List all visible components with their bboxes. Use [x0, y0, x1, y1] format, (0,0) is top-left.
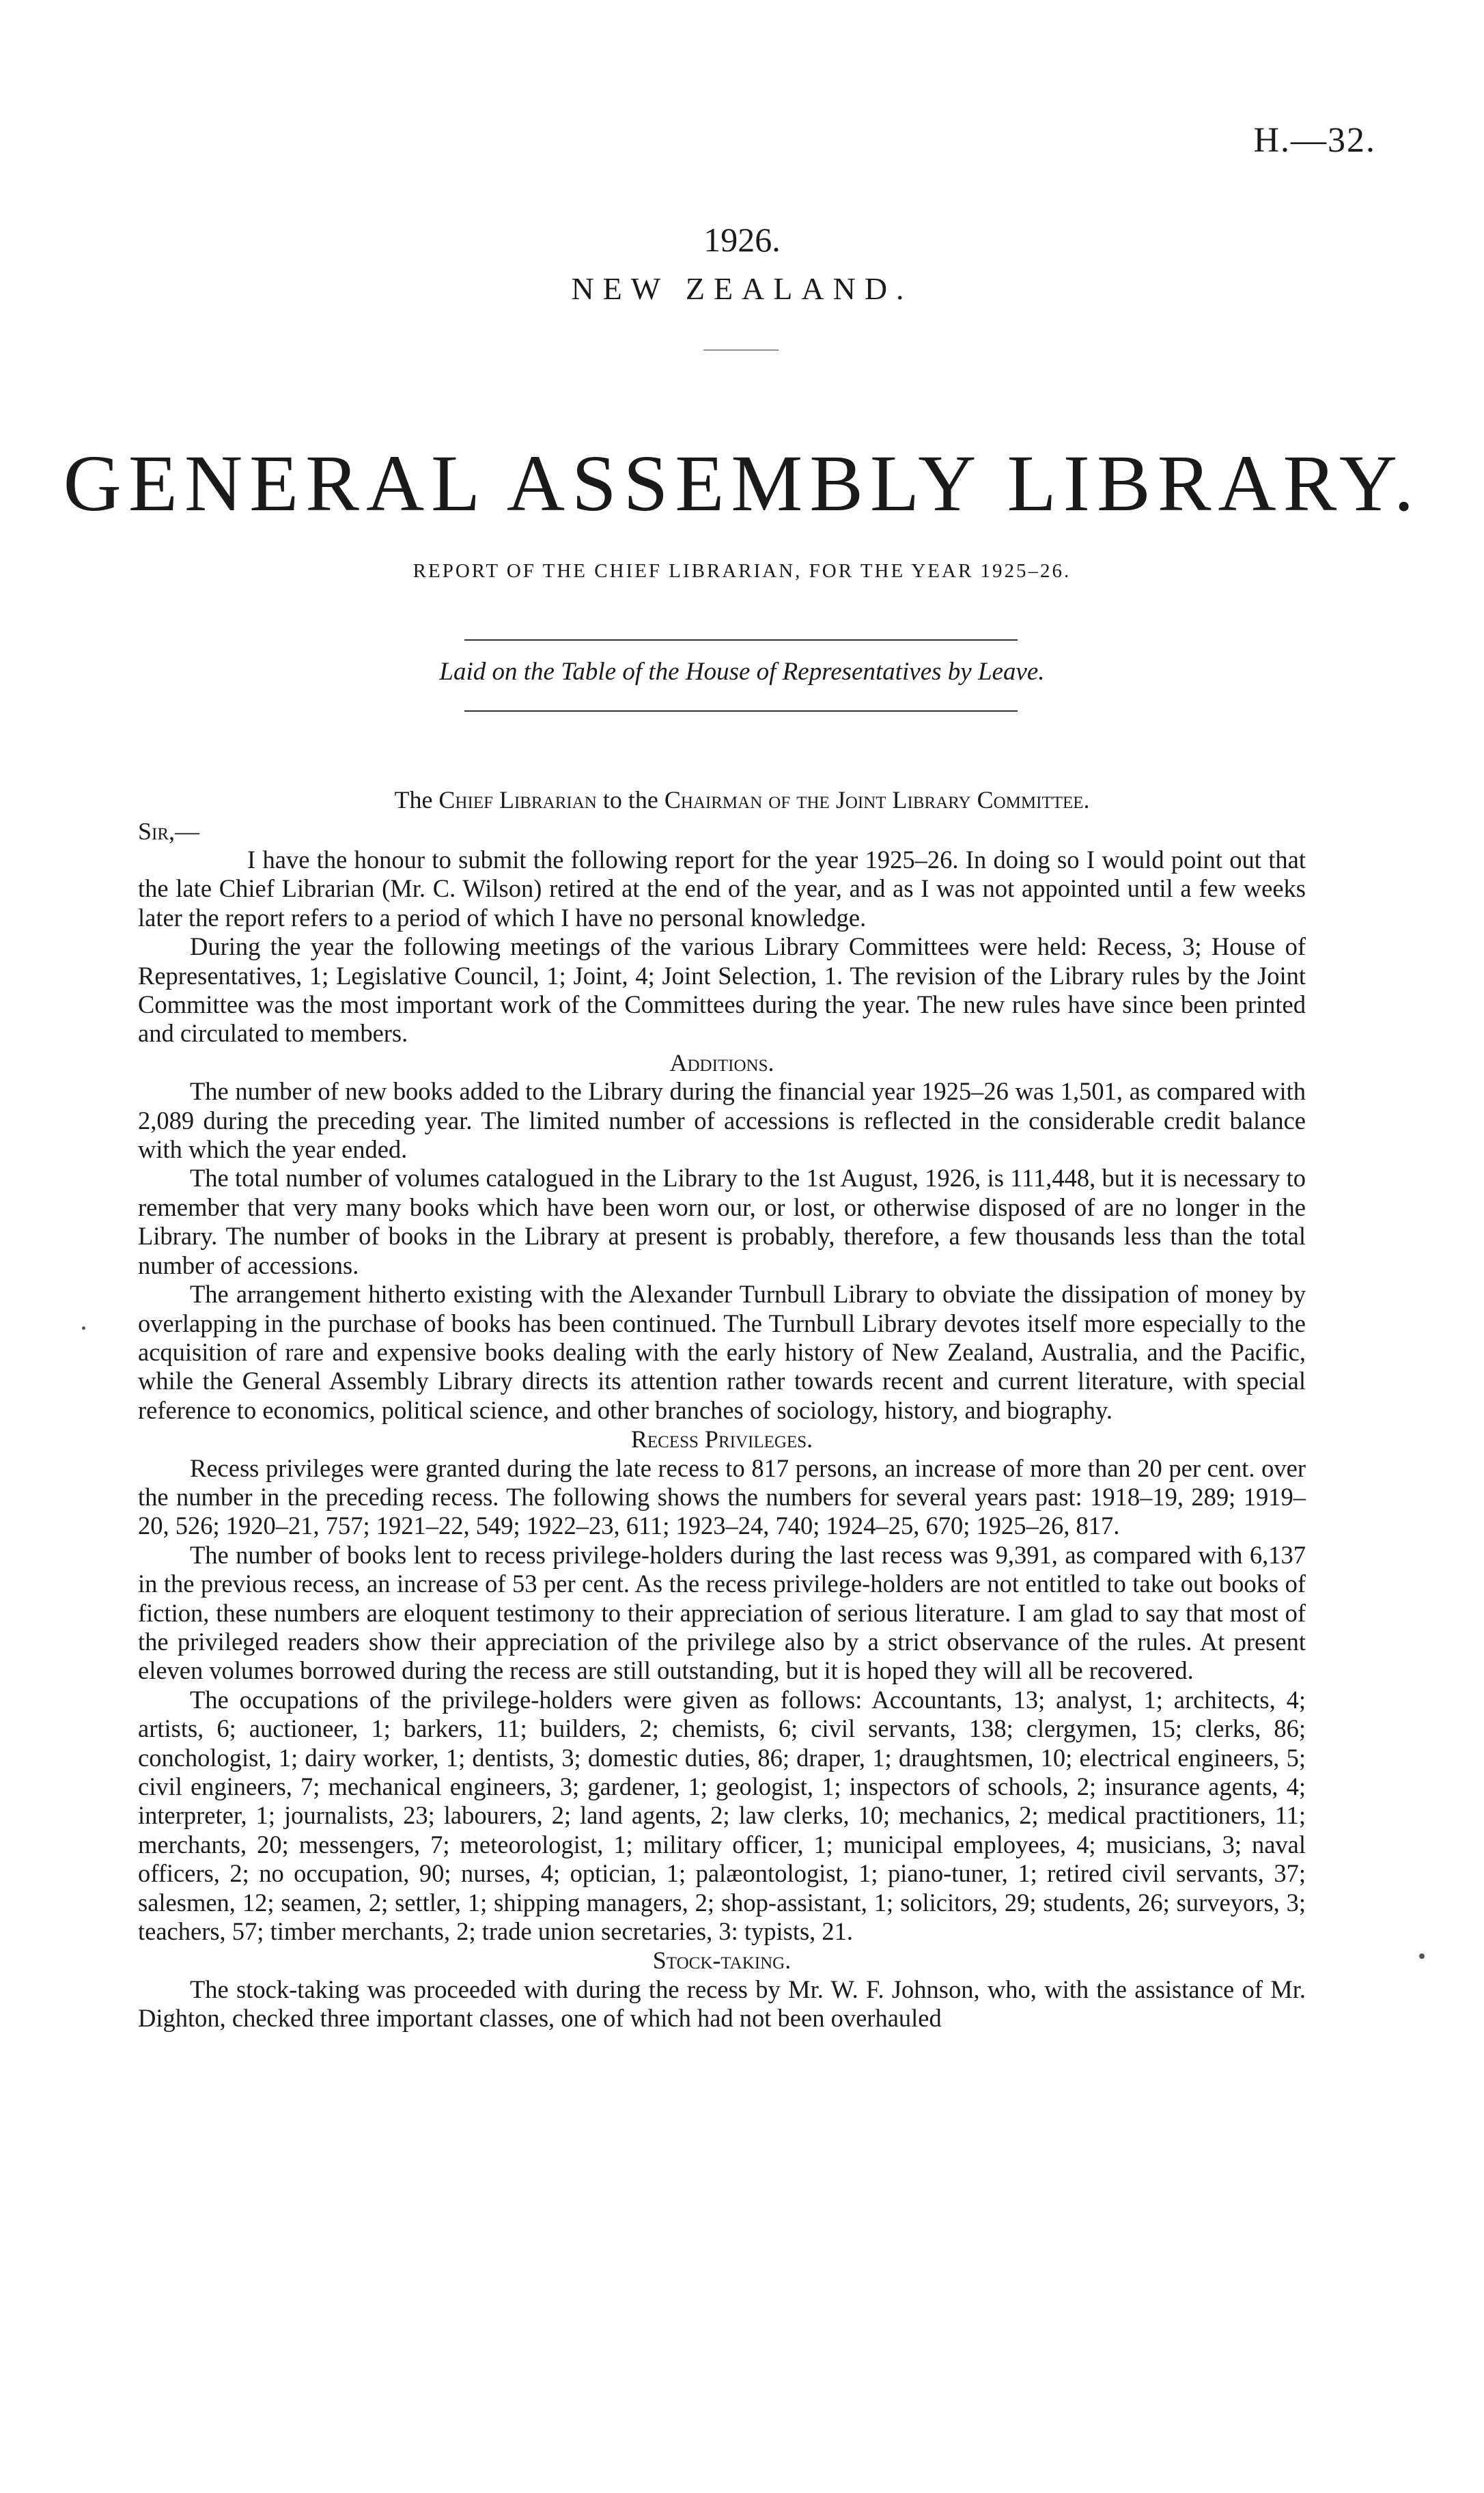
address-end: . — [1083, 786, 1090, 813]
paragraph-recess-2: The number of books lent to recess privilege-holders during the last recess was 9,391, as compared with 6,137 in the previous recess, an increase of 53 per cent. As the recess privilege-holders are not entitled to take out books of fiction, these numbers are eloquent testimony to their appreciation of serious literature. I am glad to say that most of the privileged readers show their appreciation of the privilege also by a strict observance of the rules. At present eleven volumes borrowed during the recess are still outstanding, but it is hoped they will all be recovered. — [138, 1540, 1306, 1685]
paragraph-recess-1: Recess privileges were granted during the late recess to 817 persons, an increase of more than 20 per cent. over the number in the preceding recess. The following shows the numbers for several years past: 1918–19, 289; 1919–20, 526; 1920–21, 757; 1921–22, 549; 1922–23, 611; 1923–24, 740; 1924–25, 670; 1925–26, 817. — [138, 1453, 1306, 1540]
paragraph-intro-2: During the year the following meetings of the various Library Committees were held: Recess, 3; House of Representatives, 1; Legislative Council, 1; Joint, 4; Joint Selection, 1. The revision of the Library rules by the Joint Committee was the most important work of the Committees during the year. The new rules have since been printed and circulated to members. — [138, 932, 1306, 1048]
paragraph-intro-1: I have the honour to submit the following report for the year 1925–26. In doing so I would point out that the late Chief Librarian (Mr. C. Wilson) retired at the end of the year, and as I was not appointed until a few weeks later the report refers to a period of which I have no personal knowledge. — [138, 846, 1306, 932]
report-body — [138, 846, 1306, 2033]
document-year: 1926. — [703, 221, 781, 259]
address-line — [0, 785, 1484, 814]
margin-dot — [82, 1326, 85, 1330]
laid-on-table-line: Laid on the Table of the House of Representatives by Leave. — [439, 658, 1045, 686]
document-title: GENERAL ASSEMBLY LIBRARY. — [63, 438, 1421, 528]
salutation: Sir,— — [138, 818, 200, 845]
paragraph-additions-2: The total number of volumes catalogued in the Library to the 1st August, 1926, is 111,448, but it is necessary to remember that very many books which have been worn our, or lost, or otherwise disposed of are no longer in the Library. The number of books in the Library at present is probably, therefore, a few thousands less than the total number of accessions. — [138, 1164, 1306, 1279]
address-from: Chief Librarian — [438, 786, 597, 813]
margin-dot — [1419, 1953, 1425, 1959]
divider-top — [464, 639, 1018, 641]
address-to-text: to the — [596, 786, 664, 813]
section-heading-additions: Additions. — [669, 1048, 774, 1076]
section-heading-stock-taking: Stock-taking. — [652, 1947, 792, 1975]
divider-bottom — [464, 710, 1018, 712]
document-subtitle: REPORT OF THE CHIEF LIBRARIAN, FOR THE YEAR 1925–26. — [412, 560, 1072, 582]
paragraph-additions-3: The arrangement hitherto existing with the Alexander Turnbull Library to obviate the dissipation of money by overlapping in the purchase of books has been continued. The Turnbull Library devotes itself more especially to the acquisition of rare and expensive books dealing with the early history of New Zealand, Australia, and the Pacific, while the General Assembly Library directs its attention rather towards recent and current literature, with special reference to economics, political science, and other branches of sociology, history, and biography. — [138, 1280, 1306, 1424]
country-heading: NEW ZEALAND. — [571, 271, 913, 306]
paragraph-additions-1: The number of new books added to the Library during the financial year 1925–26 was 1,501, as compared with 2,089 during the preceding year. The limited number of accessions is reflected in the considerable credit balance with which the year ended. — [138, 1077, 1306, 1164]
paragraph-recess-3: The occupations of the privilege-holders were given as follows: Accountants, 13; analyst, 1; architects, 4; artists, 6; auctioneer, 1; barkers, 11; builders, 2; chemists, 6; civil servants, 138; clergymen, 15; clerks, 86; conchologist, 1; dairy worker, 1; dentists, 3; domestic duties, 86; draper, 1; draughtsmen, 10; electrical engineers, 5; civil engineers, 7; mechanical engineers, 3; gardener, 1; geologist, 1; inspectors of schools, 2; insurance agents, 4; interpreter, 1; journalists, 23; labourers, 2; land agents, 2; law clerks, 10; mechanics, 2; medical practitioners, 11; merchants, 20; messengers, 7; meteorologist, 1; military officer, 1; municipal employees, 4; musicians, 3; naval officers, 2; no occupation, 90; nurses, 4; optician, 1; palæontologist, 1; piano-tuner, 1; retired civil servants, 37; salesmen, 12; seamen, 2; settler, 1; shipping managers, 2; shop-assistant, 1; solicitors, 29; students, 26; surveyors, 3; teachers, 57; timber merchants, 2; trade union secretaries, 3: typists, 21. — [138, 1685, 1306, 1946]
address-prefix: The — [394, 786, 439, 813]
section-heading-recess-privileges: Recess Privileges. — [630, 1425, 813, 1453]
address-to: Chairman of the Joint Library Committee — [664, 786, 1084, 813]
page-number: H.—32. — [1253, 121, 1376, 160]
paragraph-stock-1: The stock-taking was proceeded with during the recess by Mr. W. F. Johnson, who, with the assistance of Mr. Dighton, checked three important classes, one of which had not been overhauled — [138, 1975, 1306, 2033]
